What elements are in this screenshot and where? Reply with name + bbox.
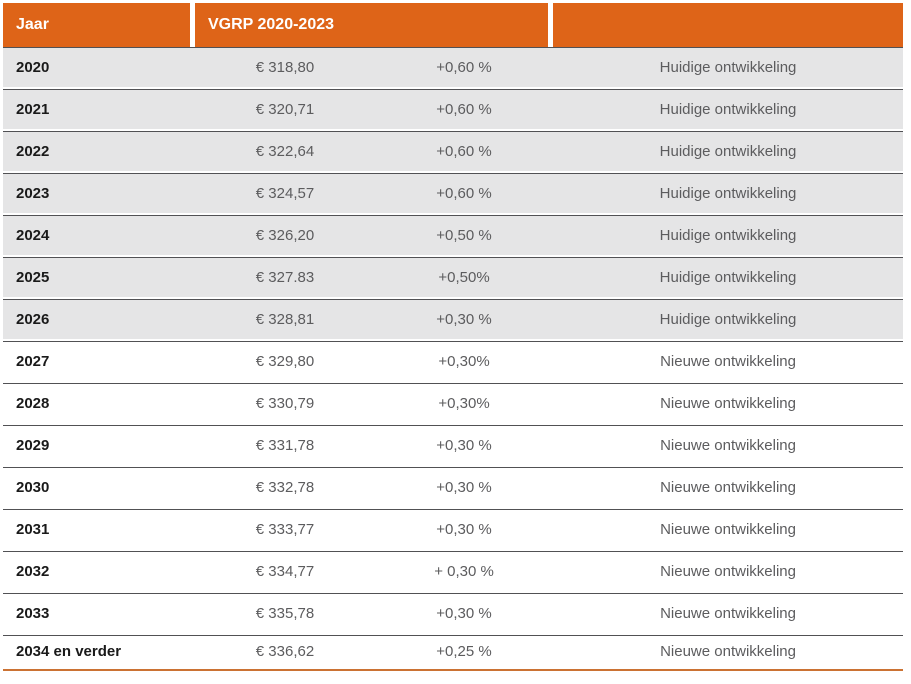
table-row [3, 425, 903, 467]
table-header [3, 3, 903, 47]
header-cell-jaar: Jaar [3, 3, 195, 47]
change-cell: +0,60 % [375, 89, 553, 131]
table-row [3, 341, 903, 383]
change-cell: +0,30 % [375, 467, 553, 509]
header-row [3, 3, 903, 47]
table-row [3, 299, 903, 341]
amount-cell: € 332,78 [195, 467, 375, 509]
status-cell: Nieuwe ontwikkeling [553, 341, 903, 383]
table-row [3, 383, 903, 425]
status-cell: Nieuwe ontwikkeling [553, 593, 903, 635]
amount-cell: € 320,71 [195, 89, 375, 131]
status-cell: Huidige ontwikkeling [553, 173, 903, 215]
status-cell: Huidige ontwikkeling [553, 131, 903, 173]
amount-cell: € 331,78 [195, 425, 375, 467]
status-cell: Nieuwe ontwikkeling [553, 635, 903, 669]
amount-cell: € 336,62 [195, 635, 375, 669]
status-cell: Huidige ontwikkeling [553, 89, 903, 131]
amount-cell: € 328,81 [195, 299, 375, 341]
change-cell: +0,30% [375, 383, 553, 425]
year-cell: 2034 en verder [3, 635, 195, 669]
status-cell: Huidige ontwikkeling [553, 299, 903, 341]
change-cell: +0,30% [375, 341, 553, 383]
amount-cell: € 335,78 [195, 593, 375, 635]
status-cell: Huidige ontwikkeling [553, 215, 903, 257]
amount-cell: € 322,64 [195, 131, 375, 173]
status-cell: Nieuwe ontwikkeling [553, 425, 903, 467]
year-cell: 2021 [3, 89, 195, 131]
year-cell: 2022 [3, 131, 195, 173]
table-row [3, 467, 903, 509]
year-cell: 2031 [3, 509, 195, 551]
change-cell: +0,60 % [375, 173, 553, 215]
table-row [3, 215, 903, 257]
change-cell: +0,50% [375, 257, 553, 299]
change-cell: +0,30 % [375, 593, 553, 635]
header-cell-empty [553, 3, 903, 47]
year-cell: 2025 [3, 257, 195, 299]
year-cell: 2020 [3, 47, 195, 89]
status-cell: Nieuwe ontwikkeling [553, 467, 903, 509]
status-cell: Nieuwe ontwikkeling [553, 551, 903, 593]
change-cell: + 0,30 % [375, 551, 553, 593]
table-row [3, 551, 903, 593]
amount-cell: € 326,20 [195, 215, 375, 257]
year-cell: 2027 [3, 341, 195, 383]
bottom-divider [3, 669, 903, 671]
amount-cell: € 334,77 [195, 551, 375, 593]
change-cell: +0,60 % [375, 47, 553, 89]
status-cell: Nieuwe ontwikkeling [553, 509, 903, 551]
year-cell: 2033 [3, 593, 195, 635]
table-row [3, 131, 903, 173]
year-cell: 2024 [3, 215, 195, 257]
table-row [3, 635, 903, 669]
change-cell: +0,50 % [375, 215, 553, 257]
amount-cell: € 318,80 [195, 47, 375, 89]
year-cell: 2030 [3, 467, 195, 509]
change-cell: +0,30 % [375, 299, 553, 341]
amount-cell: € 324,57 [195, 173, 375, 215]
header-cell-vgrp: VGRP 2020-2023 [195, 3, 553, 47]
table-row [3, 593, 903, 635]
status-cell: Nieuwe ontwikkeling [553, 383, 903, 425]
change-cell: +0,30 % [375, 509, 553, 551]
table-body [3, 47, 903, 669]
amount-cell: € 333,77 [195, 509, 375, 551]
year-cell: 2028 [3, 383, 195, 425]
year-cell: 2029 [3, 425, 195, 467]
year-cell: 2026 [3, 299, 195, 341]
table-row [3, 257, 903, 299]
year-cell: 2023 [3, 173, 195, 215]
table-row [3, 89, 903, 131]
status-cell: Huidige ontwikkeling [553, 257, 903, 299]
amount-cell: € 327.83 [195, 257, 375, 299]
table-row [3, 173, 903, 215]
amount-cell: € 330,79 [195, 383, 375, 425]
table-row [3, 509, 903, 551]
status-cell: Huidige ontwikkeling [553, 47, 903, 89]
change-cell: +0,25 % [375, 635, 553, 669]
year-cell: 2032 [3, 551, 195, 593]
table-row [3, 47, 903, 89]
vgrp-rate-table [3, 3, 903, 669]
change-cell: +0,30 % [375, 425, 553, 467]
change-cell: +0,60 % [375, 131, 553, 173]
amount-cell: € 329,80 [195, 341, 375, 383]
